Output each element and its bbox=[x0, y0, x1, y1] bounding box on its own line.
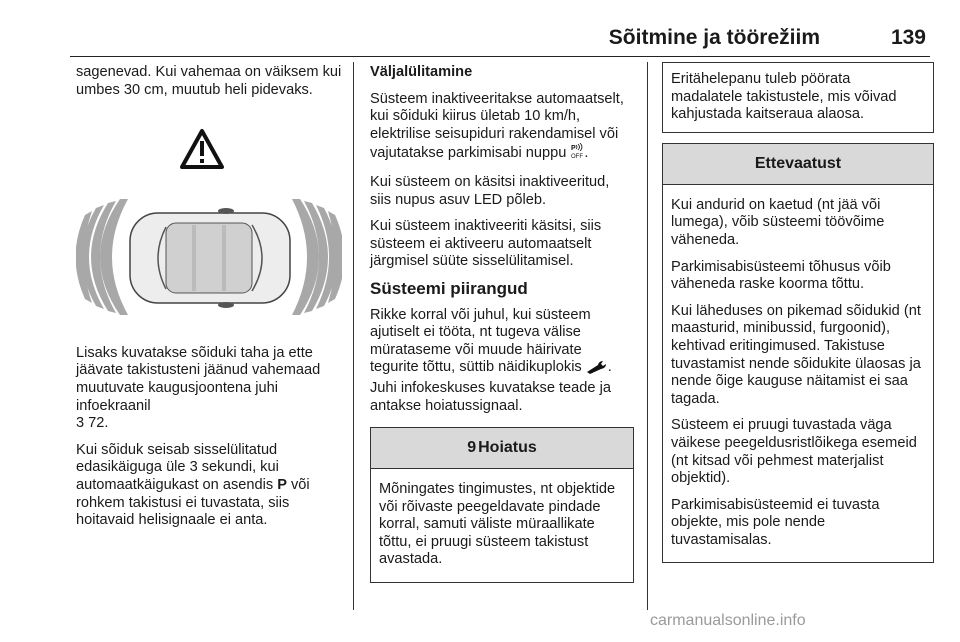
warning-triangle-icon bbox=[182, 131, 222, 167]
subheading: Väljalülitamine bbox=[370, 64, 473, 80]
paragraph: Parkimisabisüsteemi tõhusus võib väheneda raske koorma tõttu. bbox=[671, 258, 891, 293]
page-number: 139 bbox=[890, 26, 926, 49]
column-divider-2 bbox=[647, 62, 648, 610]
paragraph: sagenevad. Kui vahemaa on väiksem kui umbes 30 cm, muutub heli pidevaks. bbox=[76, 64, 342, 98]
svg-text:OFF: OFF bbox=[571, 154, 584, 160]
column-divider-1 bbox=[353, 62, 354, 610]
paragraph: Mõningates tingimustes, nt objektide või rõivaste peegeldavate pindade korral, samuti väliste müraallikate tõttu, ei pruugi süsteem takistust avastada. bbox=[379, 481, 616, 568]
page-reference[interactable]: 3 72. bbox=[76, 415, 109, 432]
rear-sensor-zones bbox=[76, 199, 128, 315]
paragraph: Rikke korral või juhul, kui süsteem ajutiselt ei tööta, nt tugeva välise mürataseme või muude häirivate tegurite tõttu, süttib näidikuplokis . Juhi infokeskuses kuvatakse teade ja antakse hoiatussignaal. bbox=[370, 306, 612, 414]
paragraph: Süsteem ei pruugi tuvastada väga väikese peegeldusristlõikega esemeid (nt kitsad või pehmest materjalist objektid). bbox=[671, 417, 917, 487]
paragraph: Kui andurid on kaetud (nt jää või lumega), võib süsteemi töövõime väheneda. bbox=[671, 196, 885, 248]
car-top-view bbox=[130, 208, 290, 308]
column-3 bbox=[662, 64, 934, 563]
parking-off-icon bbox=[570, 143, 584, 165]
paragraph: Eritähelepanu tuleb pöörata madalatele takistustele, mis võivad kahjustada kaitseraua alaosa. bbox=[671, 71, 897, 123]
svg-text:P: P bbox=[571, 145, 577, 153]
watermark: carmanualsonline.info bbox=[650, 612, 806, 629]
column-1 bbox=[76, 64, 346, 539]
column-2 bbox=[370, 64, 634, 583]
caution-box-body bbox=[663, 185, 933, 563]
front-sensor-zones bbox=[292, 199, 342, 315]
section-heading: Süsteemi piirangud bbox=[370, 278, 528, 298]
warning-box-body bbox=[371, 469, 633, 582]
paragraph: Lisaks kuvatakse sõiduki taha ja ette jäävate takistusteni jäänud vahemaad muutuvate kaugusjoontena juhi infoekraanil 3 72. bbox=[76, 344, 321, 432]
paragraph: Süsteem inaktiveeritakse automaatselt, kui sõiduki kiirus ületab 10 km/h, elektrilise seisupiduri rakendamisel või vajutatakse parkimisabi nuppu P OFF . bbox=[370, 91, 634, 165]
caution-box-title: Ettevaatust bbox=[663, 144, 933, 185]
warning-box-title: 9 Hoiatus bbox=[371, 428, 633, 469]
paragraph: Kui süsteem inaktiveeriti käsitsi, siis süsteem ei aktiveeru automaatselt järgmisel süüte sisselülitamisel. bbox=[370, 218, 602, 270]
warning-box bbox=[370, 427, 634, 583]
chapter-title: Sõitmine ja töörežiim bbox=[608, 26, 820, 49]
warning-continuation-box bbox=[662, 62, 934, 133]
wrench-icon bbox=[586, 360, 608, 380]
parking-sensor-figure bbox=[76, 117, 346, 323]
gear-position-p: P bbox=[277, 476, 287, 493]
warning-triangle-icon: 9 bbox=[467, 439, 477, 457]
paragraph: Parkimisabisüsteemid ei tuvasta objekte, mis pole nende tuvastamisalas. bbox=[671, 496, 880, 548]
paragraph: Kui süsteem on käsitsi inaktiveeritud, siis nupus asuv LED põleb. bbox=[370, 173, 610, 208]
paragraph: Kui sõiduk seisab sisselülitatud edasikäiguga üle 3 sekundi, kui automaatkäigukast on asendis P või rohkem takistusi ei tuvastata, siis hoitavaid helisignaale ei anta. bbox=[76, 441, 310, 529]
page-header bbox=[70, 24, 930, 57]
caution-box bbox=[662, 143, 934, 564]
paragraph: Kui läheduses on pikemad sõidukid (nt maasturid, minibussid, furgoonid), kehtivad eritingimused. Takistuse tuvastamist nende sõidukite ülaosas ja nende õige kauguse näitamist ei saa tagada. bbox=[671, 302, 921, 407]
